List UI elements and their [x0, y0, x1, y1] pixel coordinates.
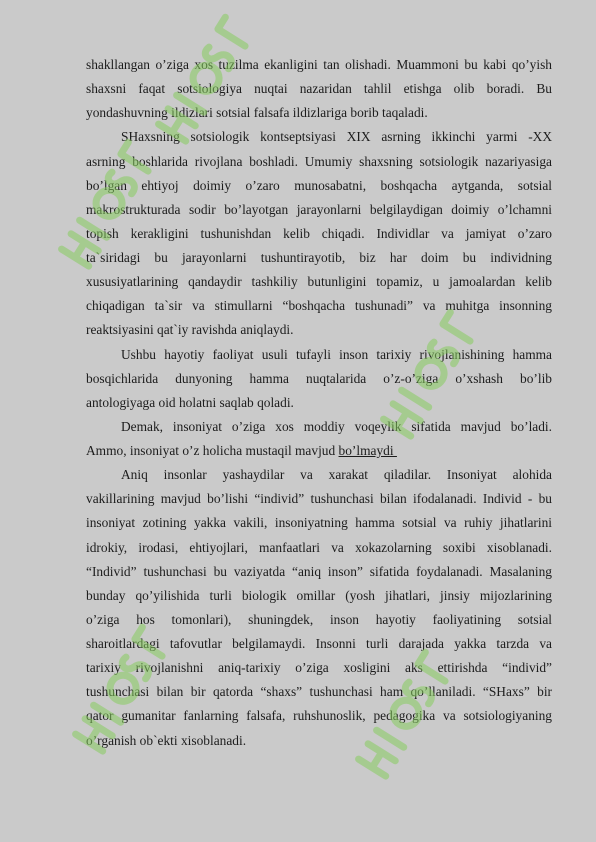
- text-line: bosqichlarida dunyoning hamma nuqtalarida o’z-o’ziga o’xshash bo’lib: [86, 370, 552, 386]
- text-line: o’rganish ob`ekti xisoblanadi.: [86, 732, 247, 748]
- text-line: insoniyat zotining yakka vakili, insoniyatning hamma sotsial va ruhiy jihatlarini: [86, 515, 552, 531]
- text-line: shakllangan o’ziga xos tuzilma ekanligini tan olishadi. Muammoni bu kabi qo’yish: [86, 57, 552, 72]
- body-text: [86, 53, 552, 753]
- text-line: tushunchasi bilan bir qatorda “shaxs” tushunchasi ham qo’llaniladi. “SHaxs” bir: [86, 684, 552, 700]
- text-line: bunday qo’yilishida turli biologik omillar (yosh jihatlari, jinsiy mijozlarining: [86, 587, 552, 603]
- paragraph: [86, 415, 552, 463]
- text-line: SHaxsning sotsiologik kontseptsiyasi XIX asrning ikkinchi yarmi -XX: [121, 129, 552, 145]
- text-line: [86, 439, 552, 463]
- underlined-word: bo’lmaydi: [338, 443, 397, 458]
- text-line: antologiyaga oid holatni saqlab qoladi.: [86, 394, 294, 410]
- text-line: topish kerakligini tushunishdan kelib chiqadi. Individlar va jamiyat o’zaro: [86, 225, 552, 241]
- text-line: Demak, insoniyat o’ziga xos moddiy voqeylik sifatida mavjud bo’ladi.: [121, 418, 552, 434]
- text-line: vakillarining mavjud bo’lishi “individ” tushunchasi bilan ifodalanadi. Individ - bu: [86, 491, 552, 507]
- paragraph: [86, 125, 552, 342]
- text-line: shaxsni faqat sotsiologiya nuqtai nazaridan tahlil etishga olib boradi. Bu: [86, 81, 552, 97]
- text-line: o’ziga hos tomonlari), shuningdek, inson hayotiy faoliyatining sotsial: [86, 611, 552, 627]
- text-line: sharoitlardagi tafovutlar belgilamaydi. Insonni turli darajada yakka tarzda va: [86, 636, 552, 651]
- text-line: makrostrukturada sodir bo’layotgan jarayonlarni belgilaydigan doimiy o’lchamni: [86, 201, 552, 217]
- text-line: ta`siridagi bu jarayonlarni tushuntirayotib, biz har doim bu individning: [86, 250, 552, 265]
- paragraph: [86, 463, 552, 753]
- text-run: Ammo, insoniyat o’z holicha mustaqil mavjud: [86, 443, 339, 458]
- text-line: bo’lgan ehtiyoj doimiy o’zaro munosabatni, boshqacha aytganda, sotsial: [86, 177, 552, 193]
- text-line: asrning boshlarida rivojlana boshladi. Umumiy shaxsning sotsiologik nazariyasiga: [86, 153, 552, 169]
- text-line: yondashuvning ildizlari sotsial falsafa ildizlariga borib taqaladi.: [86, 105, 428, 121]
- text-line: Ushbu hayotiy faoliyat usuli tufayli inson tarixiy rivojlanishining hamma: [121, 346, 552, 362]
- text-line: qator gumanitar fanlarning falsafa, ruhshunoslik, pedagogika va sotsiologiyaning: [86, 708, 552, 724]
- text-line: “Individ” tushunchasi bu vaziyatda “aniq inson” sifatida foydalanadi. Masalaning: [86, 563, 552, 579]
- text-line: tarixiy rivojlanishni aniq-tarixiy o’ziga xosligini aks ettirishda “individ”: [86, 660, 552, 676]
- paragraph: [86, 53, 552, 125]
- text-line: xususiyatlarining qandaydir tashkiliy butunligini topamiz, u jamoalardan kelib: [86, 274, 552, 290]
- text-line: reaktsiyasini qat`iy ravishda aniqlaydi.: [86, 322, 294, 338]
- paragraph: [86, 343, 552, 415]
- text-line: idrokiy, irodasi, ehtiyojlari, manfaatlari va xokazolarning soxibi xisoblanadi.: [86, 539, 552, 555]
- text-line: Aniq insonlar yashaydilar va xarakat qiladilar. Insoniyat alohida: [121, 467, 552, 483]
- text-line: chiqadigan ta`sir va stimullarni “boshqacha tushunadi” va muhitga insonning: [86, 298, 552, 314]
